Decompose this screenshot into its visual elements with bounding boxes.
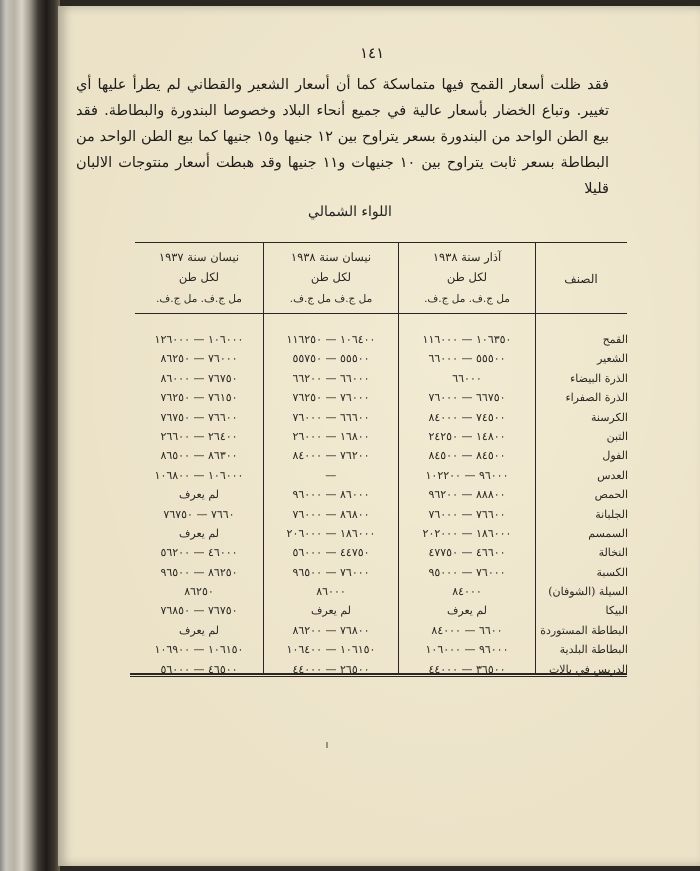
item-name: الحمص (594, 488, 628, 502)
price-column-mar-1938 (400, 330, 534, 679)
price-cell: لم يعرف (178, 623, 219, 637)
price-cell: ١٠٦١٥٠ — ١٠٦٤٠٠ (286, 643, 376, 657)
table-title: اللواء الشمالي (308, 204, 392, 220)
price-cell: ٢٦٥٠٠ — ٤٤٠٠٠ (292, 662, 370, 676)
column-header-period-3: نيسان سنة ١٩٣٧ (158, 250, 240, 264)
book-page-edges (0, 0, 46, 871)
price-cell: ٦٦٧٥٠ — ٧٦٠٠٠ (428, 391, 506, 405)
price-cell: ١٨٦٠٠٠ — ٢٠٦٠٠٠ (286, 526, 376, 540)
price-cell: ٩٦٠٠٠ — ١٠٢٢٠٠ (425, 468, 509, 482)
item-name: الدريس في بالات (548, 662, 628, 676)
price-cell: ١٠٦٠٠٠ — ١٠٦٨٠٠ (154, 468, 244, 482)
price-column-apr-1938 (264, 330, 398, 679)
price-cell: ٦٦٠٠٠ — ٦٦٢٠٠ (292, 371, 370, 385)
item-name: البطاطة البلدية (559, 643, 628, 657)
price-cell: ٨٦٢٥٠ (184, 585, 214, 599)
item-name-column (536, 330, 628, 679)
table-header-rule (135, 313, 627, 314)
column-header-unit-3: لكل طن (178, 270, 220, 284)
price-cell: ٦٦٦٠٠ — ٧٦٠٠٠ (292, 410, 370, 424)
price-cell: ٤٦٦٠٠ — ٤٧٧٥٠ (428, 546, 506, 560)
item-name: السيلة (الشوفان) (548, 585, 628, 599)
item-name: الذرة الصفراء (565, 391, 628, 405)
price-cell: ٨٦٢٥٠ — ٩٦٥٠٠ (160, 565, 238, 579)
price-cell: ٩٦٠٠٠ — ١٠٦٠٠٠ (425, 643, 509, 657)
price-cell: ٥٥٥٠٠ — ٦٦٠٠٠ (428, 352, 506, 366)
item-name: الكرسنة (591, 410, 628, 424)
price-cell: ٥٥٥٠٠ — ٥٥٧٥٠ (292, 352, 370, 366)
price-cell: ٧٦٧٥٠ — ٧٦٨٥٠ (160, 604, 238, 618)
price-cell: ٧٦٦٠ — ٧٦٧٥٠ (163, 507, 235, 521)
price-cell: ٧٦٠٠٠ — ٧٦٢٥٠ (292, 391, 370, 405)
price-cell: لم يعرف (178, 526, 219, 540)
price-cell: ٨٦٠٠٠ — ٩٦٠٠٠ (292, 488, 370, 502)
price-cell: ٦٦٠٠٠ (452, 371, 482, 385)
price-cell: ٧٦٢٠٠ — ٨٤٠٠٠ (292, 449, 370, 463)
price-cell: ١٠٦٠٠٠ — ١٢٦٠٠٠ (154, 333, 244, 346)
price-cell: ٧٦٠٠٠ — ٨٦٢٥٠ (160, 352, 238, 366)
price-cell: ٧٦١٥٠ — ٧٦٢٥٠ (160, 391, 238, 405)
item-name: البيكا (605, 604, 628, 618)
price-cell: ٨٦٠٠٠ (316, 585, 346, 599)
column-subheader-3: مل ج.ف. مل ج.ف. (156, 293, 242, 305)
price-cell: لم يعرف (178, 488, 219, 502)
item-name: السمسم (588, 526, 628, 540)
price-cell: ٤٦٥٠٠ — ٥٦٠٠٠ (160, 662, 238, 676)
price-cell: ١٦٨٠٠ — ٢٦٠٠٠ (292, 429, 370, 443)
price-cell: ٧٦٨٠٠ — ٨٦٢٠٠ (292, 623, 370, 637)
price-cell: ٤٦٠٠٠ — ٥٦٢٠٠ (160, 546, 238, 560)
price-cell: ١٠٦١٥٠ — ١٠٦٩٠٠ (154, 643, 244, 657)
column-header-unit-2: لكل طن (310, 270, 352, 284)
price-column-apr-1937 (135, 330, 263, 679)
item-name: النخالة (598, 546, 628, 560)
table-top-rule (135, 242, 627, 243)
item-name: الجلبانة (595, 507, 628, 521)
item-name: العدس (597, 468, 628, 482)
price-cell: لم يعرف (446, 604, 487, 618)
item-name: التبن (606, 429, 628, 443)
body-paragraph: فقد ظلت أسعار القمح فيها متماسكة كما أن أسعار الشعير والقطاني لم يطرأ عليها أي تغيير. وتباع الخضار بأسعار عالية في جميع أنحاء البلاد وخصوصا البندورة والبطاطة. فقد بيع الطن الواحد من البندورة بسعر يتراوح بين ١٢ جنيها و١٥ جنيها كما بيع الطن الواحد من البطاطة بسعر ثابت يتراوح بين ١٠ جنيهات و١١ جنيها وقد هبطت أسعار منتوجات الالبان قليلا (76, 77, 609, 197)
price-cell: ٧٤٥٠٠ — ٨٤٠٠٠ (428, 410, 506, 424)
price-cell: ١٨٦٠٠٠ — ٢٠٢٠٠٠ (422, 526, 512, 540)
price-cell: — (325, 468, 337, 482)
price-cell: ٨٦٨٠٠ — ٧٦٠٠٠ (292, 507, 370, 521)
item-column-header: الصنف (564, 272, 598, 286)
column-header-period-2: نيسان سنة ١٩٣٨ (290, 250, 372, 264)
column-header-unit-1: لكل طن (446, 270, 488, 284)
price-cell: ٣٦٥٠٠ — ٤٤٠٠٠ (428, 662, 506, 676)
item-name: الكسبة (596, 565, 628, 579)
column-subheader-1: مل ج.ف. مل ج.ف. (424, 293, 510, 305)
price-cell: ٨٤٥٠٠ — ٨٤٥٠٠ (428, 449, 506, 463)
item-name: البطاطة المستوردة (540, 623, 628, 637)
column-header-period-1: آذار سنة ١٩٣٨ (432, 250, 502, 264)
column-divider-2 (398, 243, 399, 674)
price-cell: ٧٦٦٠٠ — ٧٦٧٥٠ (160, 410, 238, 424)
item-name: الشعير (597, 352, 628, 366)
price-cell: ١٠٦٤٠٠ — ١١٦٢٥٠ (286, 333, 376, 346)
item-name: الذرة البيضاء (570, 371, 628, 385)
price-cell: ٤٤٧٥٠ — ٥٦٠٠٠ (292, 546, 370, 560)
price-cell: ٧٦٠٠٠ — ٩٥٠٠٠ (428, 565, 506, 579)
price-cell: ٦٦٠٠ — ٨٤٠٠٠ (431, 623, 503, 637)
paper-mark (326, 742, 328, 748)
price-cell: ١٤٨٠٠ — ٢٤٢٥٠ (428, 429, 506, 443)
price-cell: ٧٦٠٠٠ — ٩٦٥٠٠ (292, 565, 370, 579)
price-cell: ٨٨٨٠٠ — ٩٦٢٠٠ (428, 488, 506, 502)
price-cell: ٧٦٧٥٠ — ٨٦٠٠٠ (160, 371, 238, 385)
price-cell: ٢٦٤٠٠ — ٢٦٦٠٠ (160, 429, 238, 443)
price-cell: لم يعرف (310, 604, 351, 618)
price-cell: ١٠٦٣٥٠ — ١١٦٠٠٠ (422, 333, 512, 346)
item-name: الفول (602, 449, 628, 463)
price-cell: ٧٦٦٠٠ — ٧٦٠٠٠ (428, 507, 506, 521)
column-subheader-2: مل ج.ف مل ج.ف. (289, 293, 373, 305)
item-name: القمح (602, 333, 628, 346)
page-number: ١٤١ (360, 44, 385, 62)
price-cell: ٨٤٠٠٠ (452, 585, 482, 599)
price-cell: ٨٦٣٠٠ — ٨٦٥٠٠ (160, 449, 238, 463)
